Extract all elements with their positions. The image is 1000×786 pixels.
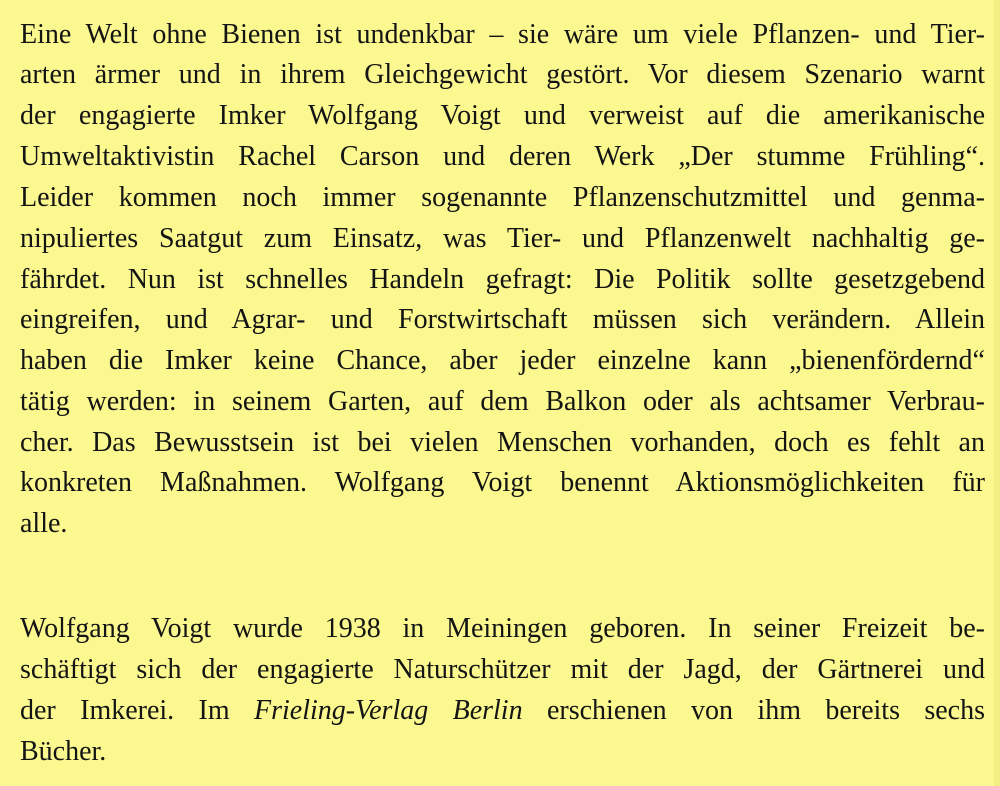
text-line: konkreten Maßnahmen. Wolfgang Voigt benennt Aktionsmöglichkeiten für (20, 467, 985, 498)
text-line: Umweltaktivistin Rachel Carson und deren Werk „Der stumme Frühling“. (20, 141, 985, 172)
text-line: cher. Das Bewusstsein ist bei vielen Menschen vorhanden, doch es fehlt an (20, 427, 985, 458)
text-segment: erschienen von ihm bereits sechs (522, 695, 985, 726)
text-line: tätig werden: in seinem Garten, auf dem Balkon oder als achtsamer Verbrau- (20, 386, 985, 417)
text-line: fährdet. Nun ist schnelles Handeln gefragt: Die Politik sollte gesetzgebend (20, 264, 985, 295)
text-line (20, 694, 985, 727)
text-line: der engagierte Imker Wolfgang Voigt und verweist auf die amerikanische (20, 100, 985, 131)
text-line: Wolfgang Voigt wurde 1938 in Meiningen geboren. In seiner Freizeit be- (20, 613, 985, 644)
text-line: schäftigt sich der engagierte Naturschützer mit der Jagd, der Gärtnerei und (20, 654, 985, 685)
text-line: nipuliertes Saatgut zum Einsatz, was Tier- und Pflanzenwelt nachhaltig ge- (20, 223, 985, 254)
text-line: alle. (20, 508, 68, 539)
page-edge (994, 0, 1000, 786)
publisher-name: Frieling-Verlag Berlin (254, 695, 523, 726)
text-segment: der Imkerei. Im (20, 695, 255, 726)
text-line: Bücher. (20, 736, 107, 767)
text-line: haben die Imker keine Chance, aber jeder einzelne kann „bienenfördernd“ (20, 345, 985, 376)
text-line: arten ärmer und in ihrem Gleichgewicht gestört. Vor diesem Szenario warnt (20, 59, 985, 90)
text-line: Eine Welt ohne Bienen ist undenkbar – sie wäre um viele Pflanzen- und Tier- (20, 19, 985, 50)
text-line: eingreifen, und Agrar- und Forstwirtschaft müssen sich verändern. Allein (20, 304, 985, 335)
text-line: Leider kommen noch immer sogenannte Pflanzenschutzmittel und genma- (20, 182, 985, 213)
